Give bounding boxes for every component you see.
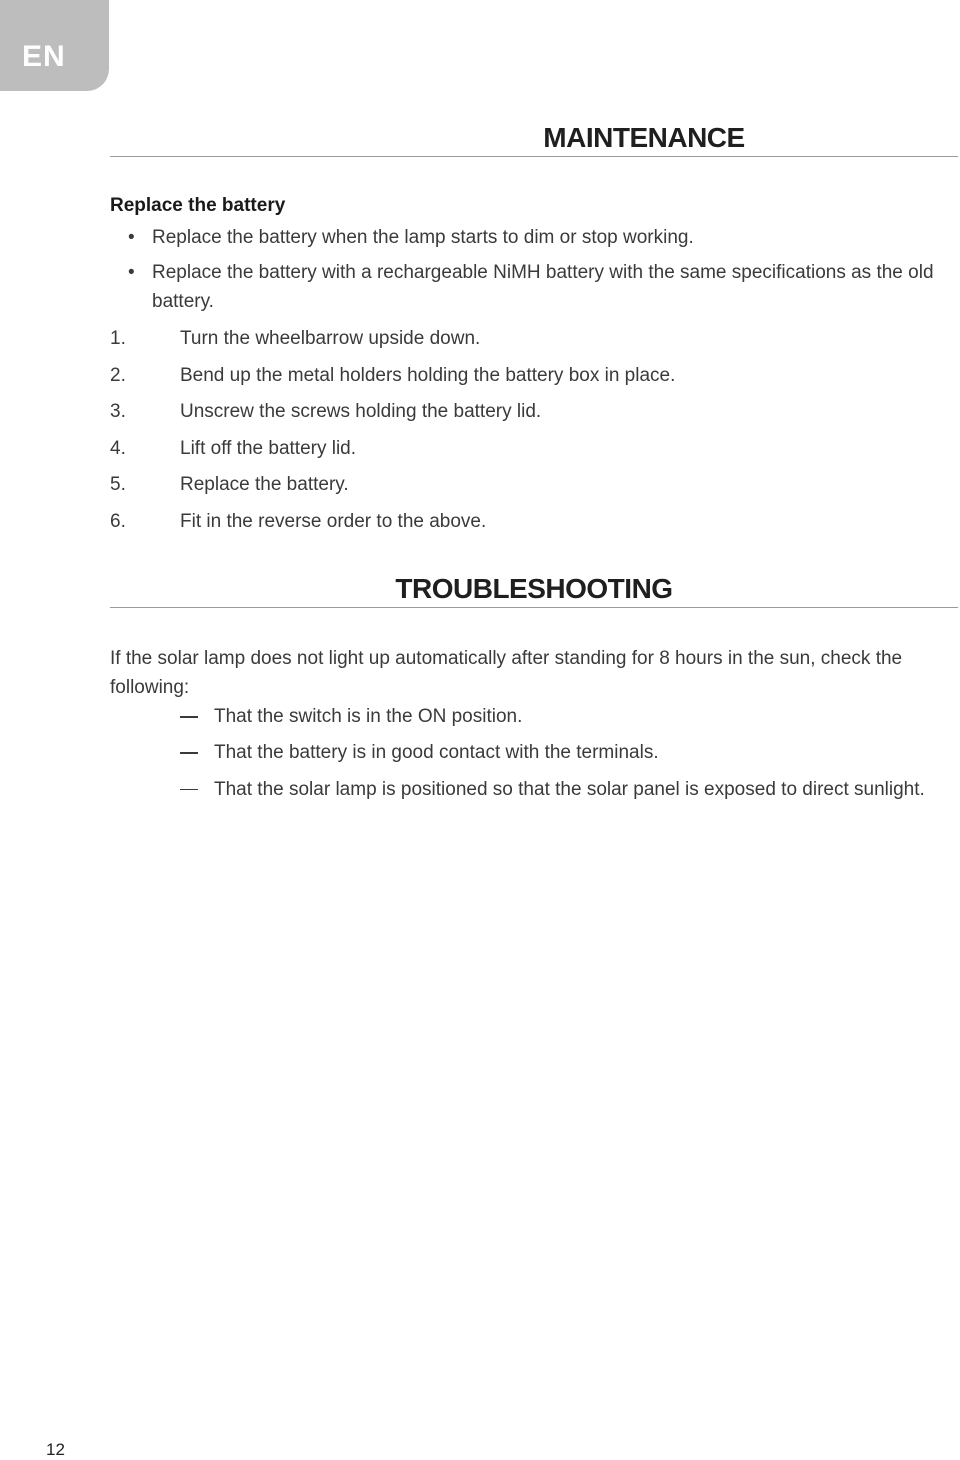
battery-bullet-list (110, 223, 940, 322)
bullet-text: Replace the battery when the lamp starts to dim or stop working. (152, 227, 694, 248)
bullet-text: Replace the battery with a rechargeable NiMH battery with the same specifications as the old battery. (152, 262, 934, 312)
replace-battery-subheading: Replace the battery (110, 195, 286, 216)
list-item (110, 361, 940, 398)
bullet-icon: • (128, 227, 135, 248)
check-text: That the battery is in good contact with the terminals. (214, 742, 659, 764)
page-number: 12 (46, 1440, 65, 1459)
step-number: 3. (110, 401, 126, 423)
list-item (180, 775, 950, 811)
bullet-icon: • (128, 262, 135, 283)
step-text: Fit in the reverse order to the above. (180, 510, 487, 532)
step-text: Replace the battery. (180, 474, 349, 496)
dash-icon (180, 716, 198, 718)
step-number: 1. (110, 328, 126, 349)
troubleshooting-heading-text: TROUBLESHOOTING (395, 573, 673, 604)
list-item (110, 434, 940, 471)
step-number: 6. (110, 510, 126, 532)
troubleshooting-check-list (180, 702, 950, 811)
troubleshooting-heading (110, 573, 958, 608)
list-item (110, 223, 940, 252)
step-text: Unscrew the screws holding the battery lid. (180, 401, 542, 423)
maintenance-heading-text: MAINTENANCE (543, 122, 745, 153)
language-label: EN (22, 40, 66, 73)
check-text: That the switch is in the ON position. (214, 706, 523, 727)
list-item (110, 258, 940, 316)
battery-steps-list (110, 324, 940, 544)
list-item (180, 738, 950, 774)
list-item (110, 324, 940, 361)
dash-icon (180, 752, 198, 754)
step-text: Bend up the metal holders holding the battery box in place. (180, 364, 676, 386)
list-item (180, 702, 950, 738)
list-item (110, 470, 940, 507)
language-tab (0, 0, 109, 91)
list-item (110, 397, 940, 434)
step-text: Lift off the battery lid. (180, 437, 357, 459)
list-item (110, 507, 940, 544)
step-number: 2. (110, 364, 126, 386)
dash-icon (180, 789, 198, 791)
step-number: 4. (110, 437, 126, 459)
step-number: 5. (110, 474, 126, 496)
troubleshooting-intro: If the solar lamp does not light up automatically after standing for 8 hours in the sun, check the following: (110, 648, 903, 698)
check-text: That the solar lamp is positioned so that the solar panel is exposed to direct sunlight. (214, 778, 925, 800)
maintenance-heading (110, 122, 958, 157)
step-text: Turn the wheelbarrow upside down. (180, 328, 481, 349)
